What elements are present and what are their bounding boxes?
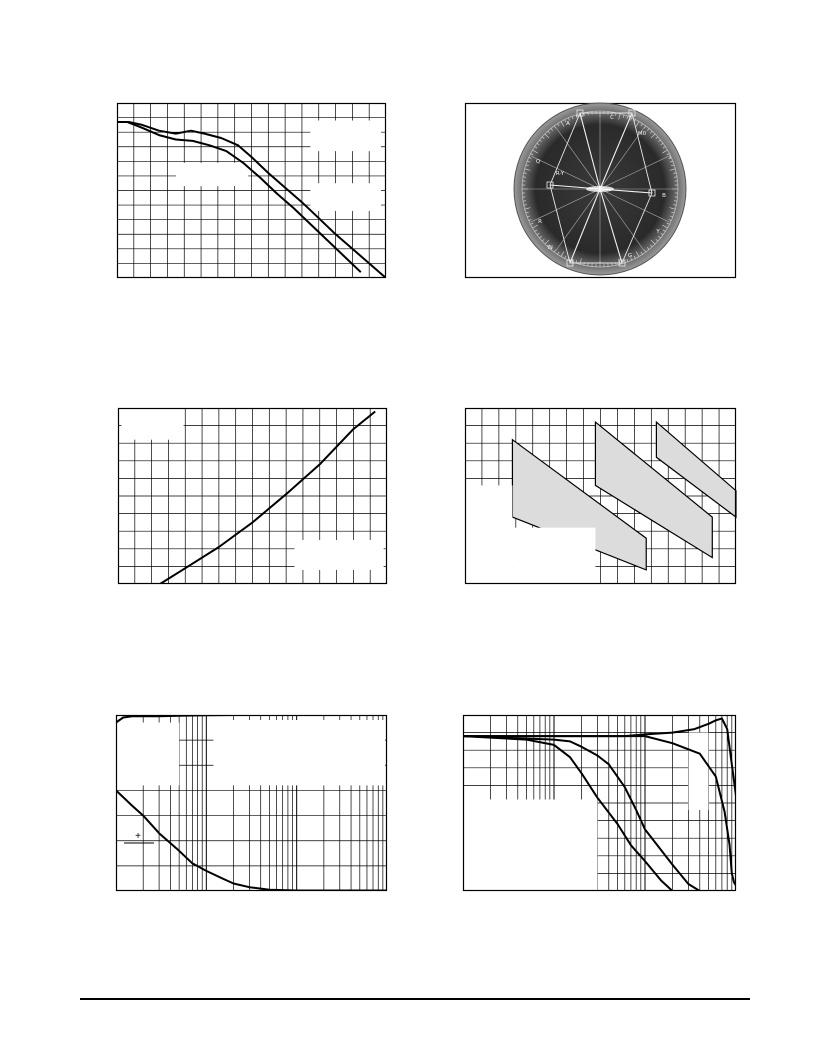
scope-label: Q bbox=[535, 159, 541, 165]
label-area-1 bbox=[310, 121, 381, 152]
chart-middle-left bbox=[118, 408, 387, 584]
annotation-1 bbox=[124, 831, 154, 843]
label-area-2 bbox=[688, 733, 708, 810]
label-area-1 bbox=[463, 799, 597, 891]
scope-label: C bbox=[610, 115, 614, 121]
scope-label: Y bbox=[656, 229, 660, 235]
label-area-2 bbox=[295, 540, 384, 570]
chart-middle-right bbox=[465, 408, 736, 584]
scope-label: I bbox=[669, 155, 671, 161]
vectorscope-photo-panel bbox=[465, 103, 736, 278]
label-area-2 bbox=[512, 528, 595, 584]
chart-middle-left-panel bbox=[118, 408, 387, 584]
annotation-text: + bbox=[135, 831, 141, 842]
chart-middle-right-panel bbox=[465, 408, 736, 584]
label-area-3 bbox=[310, 183, 381, 211]
chart-bottom-right bbox=[463, 715, 736, 891]
chart-bottom-right-panel bbox=[463, 715, 736, 891]
label-area-2 bbox=[116, 723, 179, 786]
chart-bottom-left bbox=[116, 715, 387, 891]
chart-bottom-left-panel bbox=[116, 715, 387, 891]
scope-label: R bbox=[538, 219, 542, 225]
vectorscope-photo bbox=[465, 103, 736, 278]
chart-top-left bbox=[117, 103, 386, 278]
scope-label: M0 bbox=[637, 131, 647, 137]
scope-label: G bbox=[627, 253, 633, 259]
scope-label: R-Y bbox=[555, 171, 565, 177]
chart-top-left-panel bbox=[117, 103, 386, 278]
label-area-1 bbox=[121, 408, 183, 440]
scope-label: W bbox=[547, 245, 553, 251]
label-area-1 bbox=[465, 485, 512, 584]
label-area-2 bbox=[176, 163, 248, 186]
label-area-1 bbox=[213, 720, 385, 785]
footer-rule bbox=[80, 998, 750, 1000]
scope-label: A bbox=[566, 121, 570, 127]
scope-label: B bbox=[662, 193, 666, 199]
trace-center bbox=[586, 186, 614, 192]
